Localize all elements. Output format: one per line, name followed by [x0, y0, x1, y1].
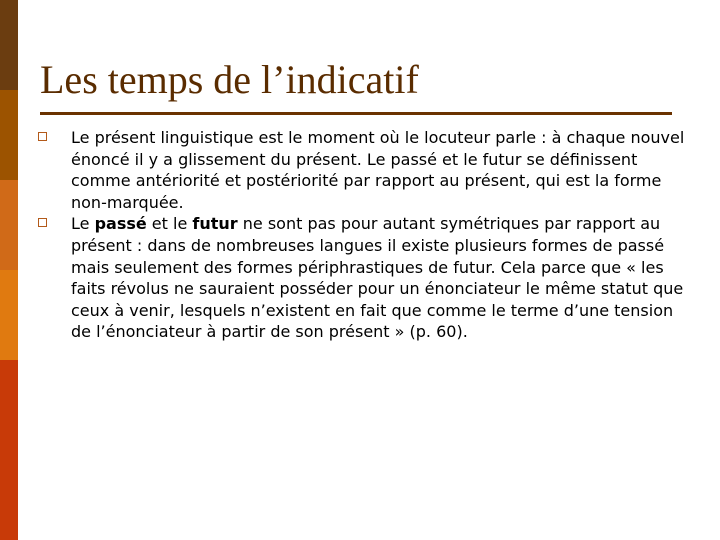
bold-term-passe: passé: [94, 214, 147, 234]
sidebar-segment: [0, 360, 18, 540]
hollow-square-bullet-icon: [38, 218, 47, 227]
bullet-text: Le présent linguistique est le moment où le locuteur parle : à chaque nouvel énoncé il y a glissement du présent. Le passé et le futur se définissent comme antériorité et postériorité par rapport au présent, qui est la forme non-marquée.: [71, 128, 685, 212]
text-segment: et le: [146, 214, 193, 234]
title-underline: [40, 112, 672, 115]
sidebar-segment: [0, 90, 18, 180]
decorative-sidebar: [0, 0, 18, 540]
sidebar-segment: [0, 180, 18, 270]
sidebar-segment: [0, 0, 18, 90]
bullet-list: [38, 127, 688, 343]
list-item: [38, 213, 688, 343]
sidebar-segment: [0, 270, 18, 360]
hollow-square-bullet-icon: [38, 132, 47, 141]
text-segment: Le: [71, 214, 95, 234]
bullet-text: [71, 214, 683, 341]
text-segment: ne sont pas pour autant symétriques par rapport au présent : dans de nombreuses langues il existe plusieurs formes de passé mais seulement des formes périphrastiques de futur. Cela parce que « les faits révolus ne sauraient posséder pour un énonciateur le même statut que ceux à venir, lesquels n’existent en fait que comme le terme d’une tension de l’énonciateur à partir de son présent » (p. 60).: [71, 214, 684, 342]
bold-term-futur: futur: [192, 214, 238, 234]
list-item: [38, 127, 688, 213]
slide-title: Les temps de l’indicatif: [40, 57, 419, 102]
